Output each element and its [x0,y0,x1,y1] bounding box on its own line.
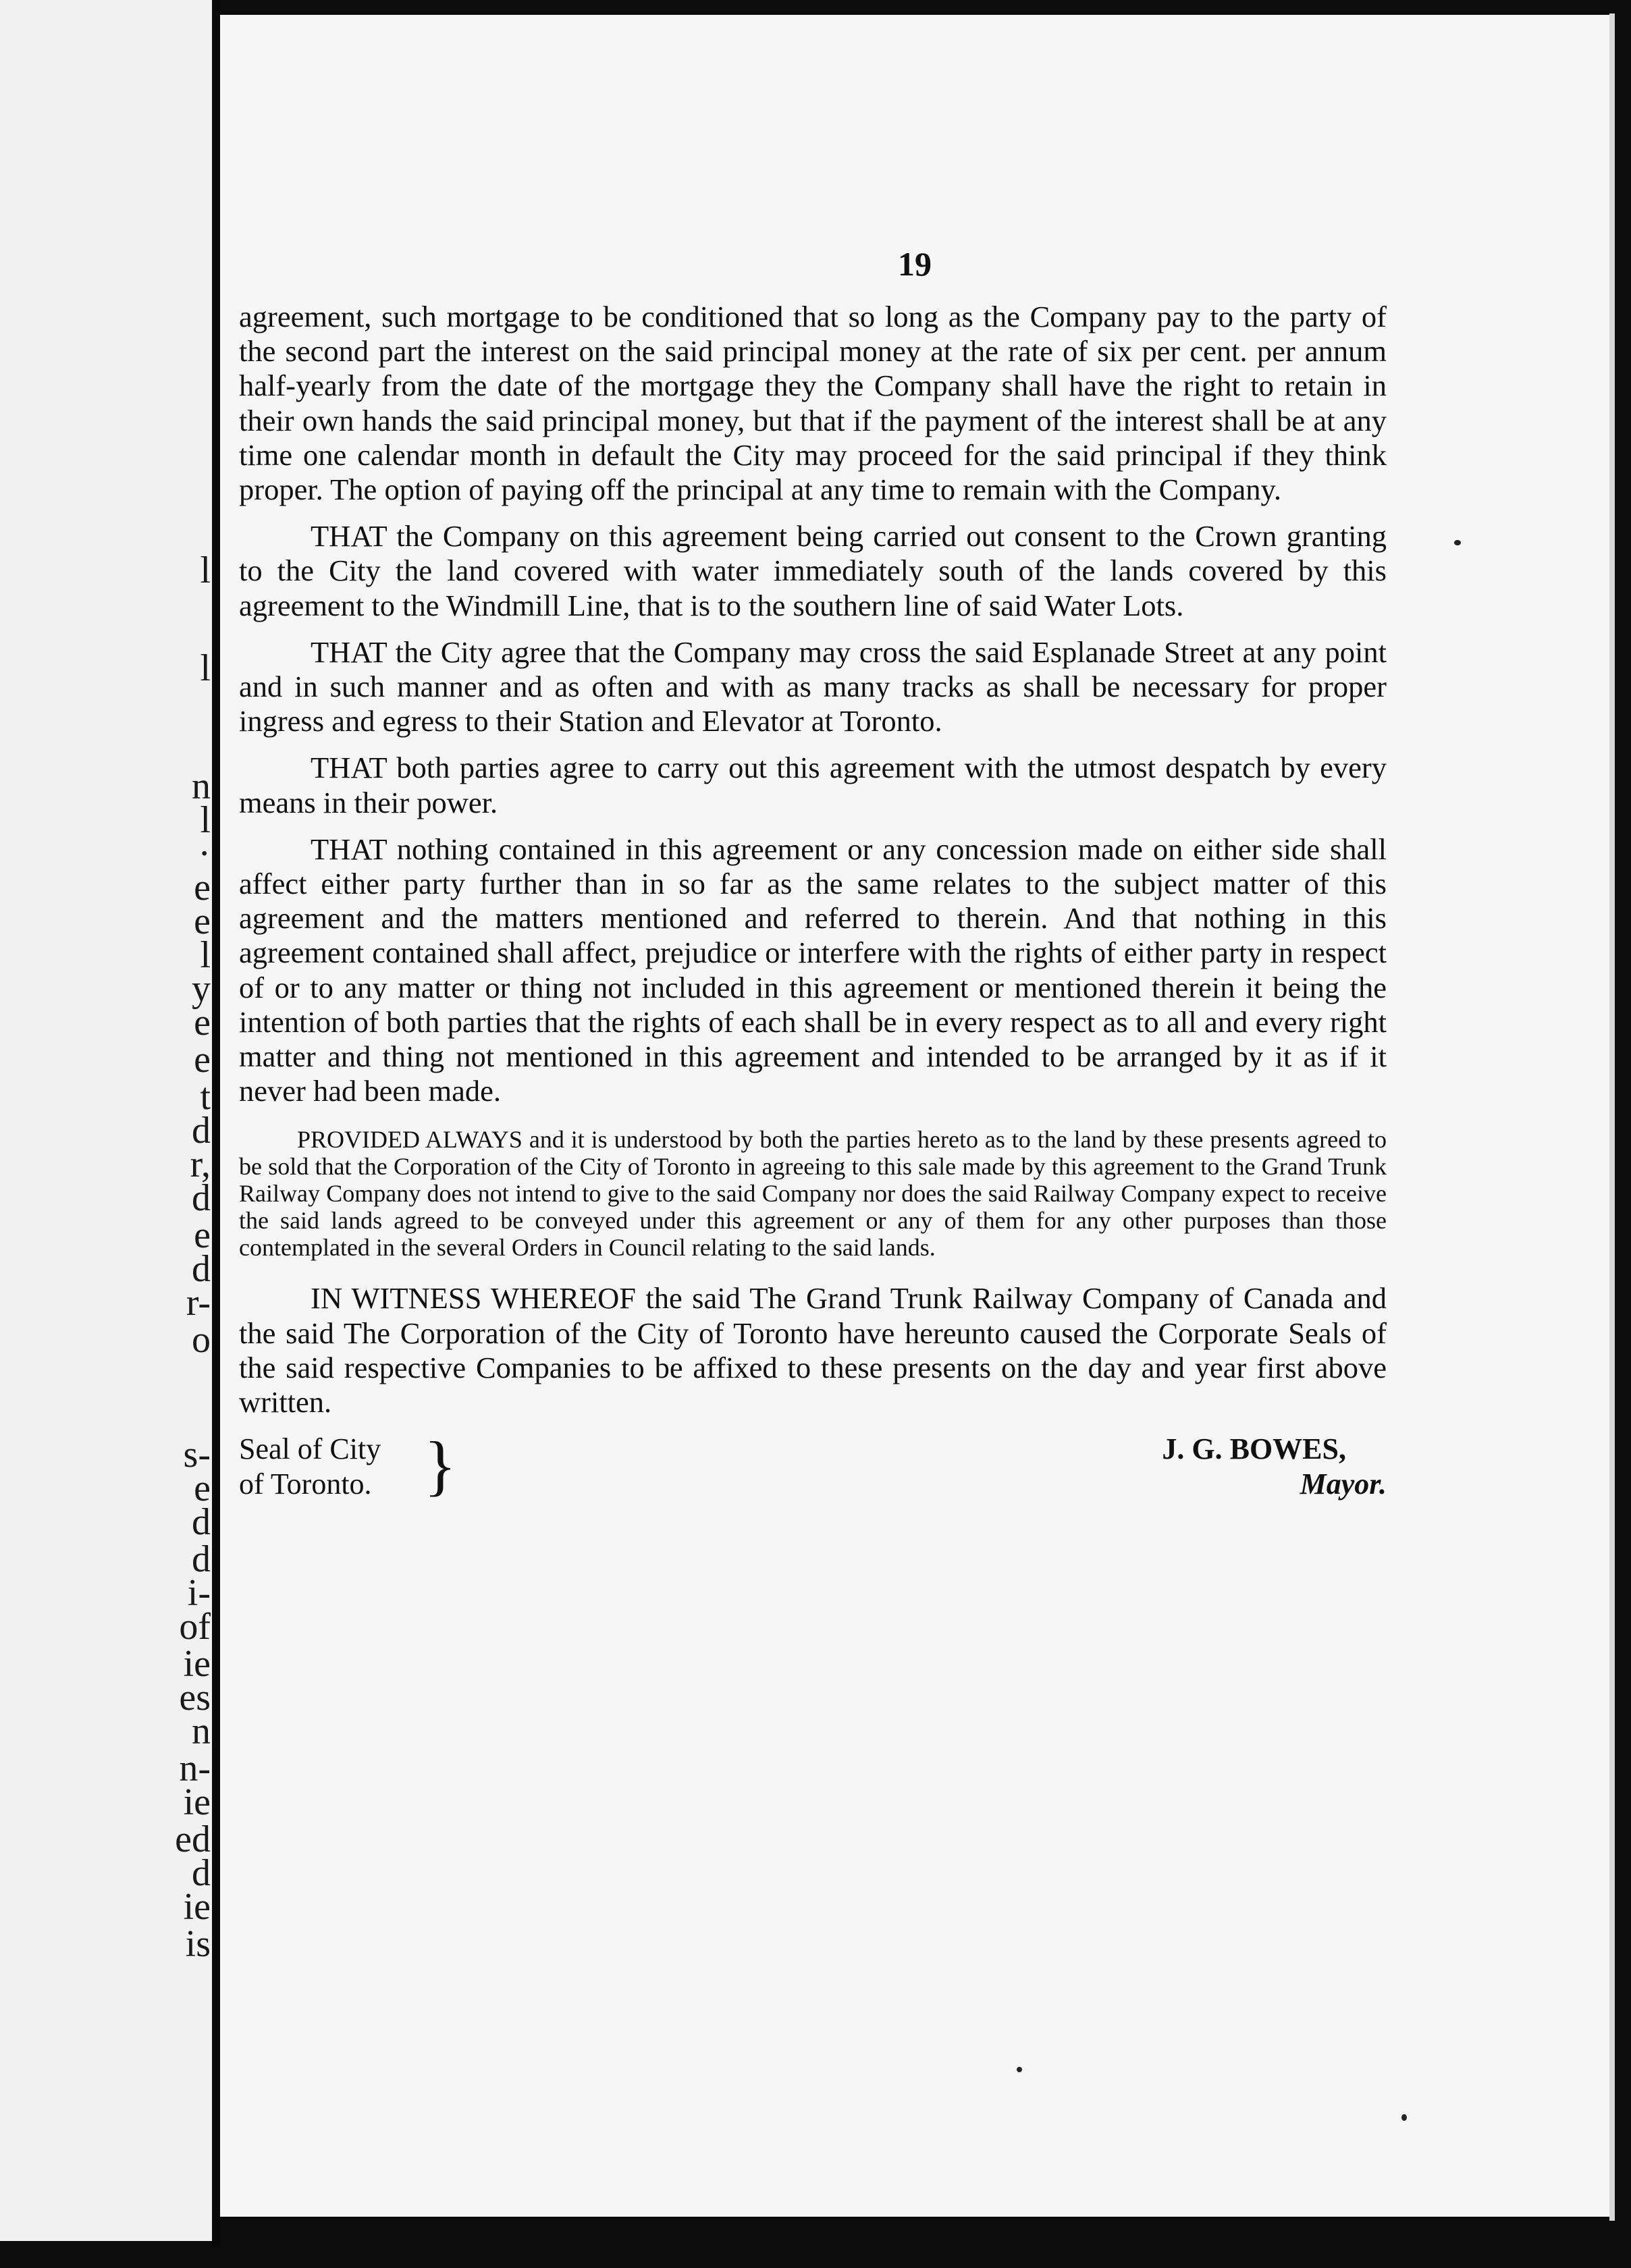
left-fragment: d [192,1501,211,1543]
left-facing-page [0,0,215,2241]
left-fragment: r- [186,1282,211,1324]
left-fragment: d [192,1110,211,1152]
brace-icon: } [424,1428,456,1503]
ink-speck [1017,2067,1022,2072]
left-fragment: l [200,799,211,841]
left-fragment: · [198,833,211,875]
left-fragment: e [194,1002,211,1044]
left-fragment: e [194,1039,211,1081]
page-edge [1609,14,1615,2221]
left-fragment: i- [187,1572,211,1614]
left-fragment: e [194,1214,211,1256]
left-fragment: ie [183,1781,211,1823]
left-fragment: n- [179,1748,211,1789]
left-fragment: d [192,1248,211,1290]
left-fragment: e [194,867,211,909]
left-fragment: r, [190,1143,211,1185]
body-paragraph: THAT the Company on this agreement being carried out consent to the Crown granting to the City the land covered with water immediately south of the lands covered by this agreement to the Windmill Line, that is to the southern line of said Water Lots. [239,519,1387,622]
body-paragraph: THAT the City agree that the Company may cross the said Esplanade Street at any point and in such manner and as often and with as many tracks as shall be necessary for proper ingress and egress to their Station and Elevator at Toronto. [239,634,1387,738]
left-fragment: e [194,1467,211,1509]
ink-speck [1401,2114,1407,2121]
body-paragraph: THAT both parties agree to carry out this agreement with the utmost despatch by every means in their power. [239,751,1387,819]
left-fragment: es [179,1677,211,1719]
body-paragraph: agreement, such mortgage to be conditioned that so long as the Company pay to the party of the second part the interest on the said principal money at the rate of six per cent. per annum half-yearly from the date of the mortgage they the Company shall have the right to retain in their own hands the said principal money, but that if the payment of the interest shall be at any time one calendar month in default the City may proceed for the said principal if they think proper. The option of paying off the principal at any time to remain with the Company. [239,300,1387,507]
seal-line-1: Seal of City [239,1432,381,1466]
left-fragment: l [200,549,211,591]
proviso-paragraph: PROVIDED ALWAYS and it is understood by both the parties hereto as to the land by these presents agreed to be sold that the Corporation of the City of Toronto in agreeing to this sale made by this agreement to the Grand Trunk Railway Company does not intend to give to the said Company nor does the said Railway Company expect to receive the said lands agreed to be conveyed under this agreement or any of them for any other purposes than those contemplated in the several Orders in Council relating to the said lands. [239,1126,1387,1262]
signature [1049,1432,1387,1502]
signature-block [239,1428,1387,1506]
left-fragment: n [192,765,211,807]
signatory-title: Mayor. [1300,1467,1387,1501]
left-fragment: o [192,1319,211,1361]
witness-paragraph: IN WITNESS WHEREOF the said The Grand Trunk Railway Company of Canada and the said The Corporation of the City of Toronto have hereunto caused the Corporate Seals of the said respective Companies to be affixed to these presents on the day and year first above written. [239,1281,1387,1420]
left-fragment: l [200,934,211,976]
left-fragment: e [194,900,211,942]
left-fragment: is [185,1923,211,1965]
seal-label [239,1428,456,1503]
book-spine [212,0,220,2248]
signatory-name: J. G. BOWES, [1162,1432,1346,1466]
left-fragment: d [192,1538,211,1580]
left-fragment: l [200,647,211,689]
left-fragment: t [200,1076,211,1118]
body-paragraph: THAT nothing contained in this agreement or any concession made on either side shall affect either party further than in so far as the same relates to the subject matter of this agreement and the matters mentioned and referred to therein. And that nothing in this agreement contained shall affect, prejudice or interfere with the rights of either party in respect of or to any matter or thing not included in this agreement or mentioned therein it being the intention of both parties that the rights of each shall be in every respect as to all and every right matter and thing not mentioned in this agreement and intended to be arranged by it as if it never had been made. [239,832,1387,1108]
page-number: 19 [898,245,932,283]
left-fragment: ie [183,1643,211,1685]
left-fragment: ie [183,1886,211,1928]
seal-line-2: of Toronto. [239,1467,372,1501]
left-fragment: of [179,1606,211,1648]
left-fragment: s- [183,1434,211,1476]
left-fragment: d [192,1177,211,1219]
left-fragment: d [192,1852,211,1894]
left-fragment: ed [175,1818,211,1860]
left-fragment: n [192,1710,211,1752]
document-body [239,300,1387,1506]
left-fragment: y [192,968,211,1010]
ink-speck [1454,540,1461,545]
